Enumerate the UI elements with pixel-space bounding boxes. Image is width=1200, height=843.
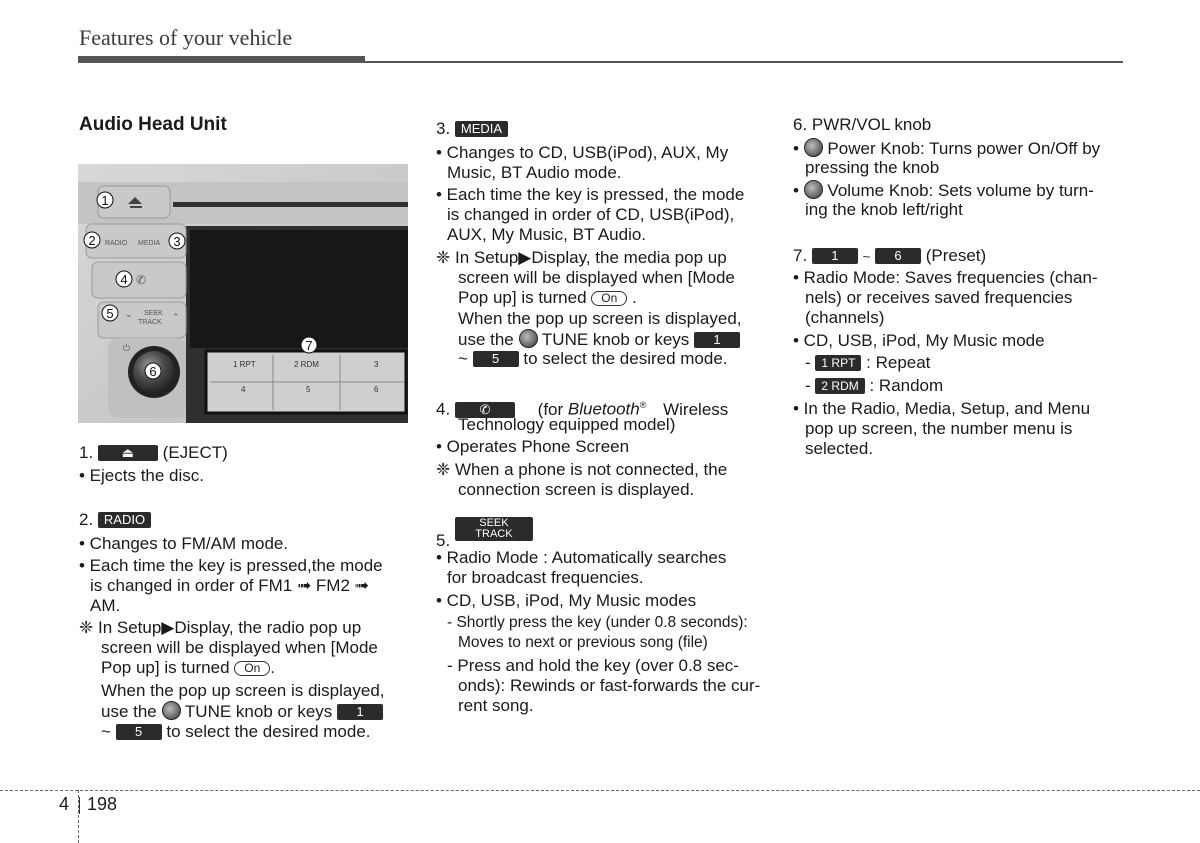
item-7-random: - 2 RDM : Random xyxy=(805,376,944,395)
callout-5: 5 xyxy=(106,306,114,321)
item-2-bullet-1: • Changes to FM/AM mode. xyxy=(79,534,289,553)
item-5-bullet-1b: for broadcast frequencies. xyxy=(447,568,644,587)
item-number: 2. xyxy=(79,510,94,529)
preset-key-1: 1 xyxy=(337,704,383,720)
item-4-note-1a: ❈ When a phone is not connected, the xyxy=(436,460,728,479)
item-5-heading: 5. SEEK TRACK xyxy=(436,517,533,543)
seek-up-chevron-icon: ⌃ xyxy=(172,312,180,322)
item-6-heading: 6. PWR/VOL knob xyxy=(793,115,932,134)
media-button-label: MEDIA xyxy=(138,240,161,247)
item-3-heading: 3. MEDIA xyxy=(436,119,508,139)
preset-key-1: 1 xyxy=(694,332,740,348)
on-pill: On xyxy=(591,291,627,306)
item-5-sub-2c: rent song. xyxy=(458,696,534,715)
item-5-sub-1b: Moves to next or previous song (file) xyxy=(458,634,708,651)
eject-label: (EJECT) xyxy=(162,443,228,462)
item-6-bullet-1a: • Power Knob: Turns power On/Off by xyxy=(793,139,1101,158)
section-title: Audio Head Unit xyxy=(79,114,227,135)
on-pill: On xyxy=(234,661,270,676)
item-2-bullet-2a: • Each time the key is pressed,the mode xyxy=(79,556,383,575)
item-number: 1. xyxy=(79,443,94,462)
item-3-bullet-2c: AUX, My Music, BT Audio. xyxy=(447,225,647,244)
chapter-number: 4 xyxy=(59,794,70,814)
item-7-bullet-2: • CD, USB, iPod, My Music mode xyxy=(793,331,1045,350)
preset-key-5: 5 xyxy=(116,724,162,740)
item-5-bullet-2: • CD, USB, iPod, My Music modes xyxy=(436,591,697,610)
item-2-heading xyxy=(79,510,151,530)
item-2-note-1c: Pop up] is turned On . xyxy=(101,658,276,677)
footer-rule xyxy=(0,790,1200,791)
tune-knob-icon xyxy=(519,329,538,348)
preset-key-6: 6 xyxy=(875,248,921,264)
preset-label-5: 5 xyxy=(306,385,311,394)
item-5-bullet-1a: • Radio Mode : Automatically searches xyxy=(436,548,727,567)
item-7-bullet-3c: selected. xyxy=(805,439,874,458)
item-3-bullet-2b: is changed in order of CD, USB(iPod), xyxy=(447,205,735,224)
callout-2: 2 xyxy=(88,233,96,248)
item-5-sub-2b: onds): Rewinds or fast-forwards the cur- xyxy=(458,676,761,695)
callout-1: 1 xyxy=(101,193,109,208)
item-3-bullet-2a: • Each time the key is pressed, the mode xyxy=(436,185,745,204)
item-3-bullet-1a: • Changes to CD, USB(iPod), AUX, My xyxy=(436,143,729,162)
preset-label-4: 4 xyxy=(241,385,246,394)
item-4-note-1b: connection screen is displayed. xyxy=(458,480,695,499)
radio-button-label: RADIO xyxy=(105,240,128,247)
preset-label-3: 3 xyxy=(374,360,379,369)
radio-key: RADIO xyxy=(98,512,151,528)
item-6-bullet-2b: ing the knob left/right xyxy=(805,200,963,219)
preset-label-6: 6 xyxy=(374,385,379,394)
item-7-bullet-3a: • In the Radio, Media, Setup, and Menu xyxy=(793,399,1091,418)
play-arrow-icon: ▶ xyxy=(161,618,175,637)
item-7-bullet-1a: • Radio Mode: Saves frequencies (chan- xyxy=(793,268,1098,287)
head-unit-illustration xyxy=(78,164,408,423)
item-7-bullet-3b: pop up screen, the number menu is xyxy=(805,419,1073,438)
phone-icon: ✆ xyxy=(136,273,147,287)
item-3-note-2c: ~ 5 to select the desired mode. xyxy=(458,349,728,368)
power-icon: ⏻ xyxy=(123,343,131,353)
tune-knob-icon xyxy=(162,701,181,720)
item-4-heading: 4. ✆ (for Bluetooth® Wireless xyxy=(436,399,729,419)
item-2-bullet-2b: is changed in order of FM1 ➟ FM2 ➟ xyxy=(90,576,369,595)
phone-icon: ✆ xyxy=(479,401,491,417)
seek-down-chevron-icon: ⌄ xyxy=(125,309,133,319)
item-5-sub-1a: - Shortly press the key (under 0.8 seconds): xyxy=(447,614,748,631)
item-7-heading: 7. 1 ~ 6 (Preset) xyxy=(793,246,987,265)
callout-4: 4 xyxy=(120,272,128,287)
item-2-note-1a: ❈ In Setup▶Display, the radio pop up xyxy=(79,618,362,637)
item-2-note-2c: ~ 5 to select the desired mode. xyxy=(101,722,371,741)
item-1-heading xyxy=(79,443,228,463)
power-knob-icon xyxy=(804,138,823,157)
item-7-bullet-1c: (channels) xyxy=(805,308,885,327)
item-4-bullet-1: • Operates Phone Screen xyxy=(436,437,630,456)
item-3-note-1b: screen will be displayed when [Mode xyxy=(458,268,735,287)
item-7-bullet-1b: nels) or receives saved frequencies xyxy=(805,288,1073,307)
volume-knob-icon xyxy=(804,180,823,199)
play-arrow-icon: ▶ xyxy=(518,248,532,267)
preset-key-1: 1 xyxy=(812,248,858,264)
callout-3: 3 xyxy=(173,234,181,249)
page-number-divider xyxy=(79,797,80,814)
track-label: TRACK xyxy=(138,319,162,326)
callout-7: 7 xyxy=(305,338,313,353)
item-2-bullet-2c: AM. xyxy=(90,596,121,615)
preset-key-5: 5 xyxy=(473,351,519,367)
item-6-bullet-1b: pressing the knob xyxy=(805,158,940,177)
item-6-bullet-2a: • Volume Knob: Sets volume by turn- xyxy=(793,181,1094,200)
media-key: MEDIA xyxy=(455,121,508,137)
item-3-note-1a: ❈ In Setup▶Display, the media pop up xyxy=(436,248,727,267)
item-5-sub-2a: - Press and hold the key (over 0.8 sec- xyxy=(447,656,739,675)
header-bar xyxy=(78,56,365,63)
item-1-bullet: • Ejects the disc. xyxy=(79,466,205,485)
page-number: 198 xyxy=(87,794,118,814)
seek-label: SEEK xyxy=(144,310,163,317)
item-3-note-2b: use the TUNE knob or keys 1 xyxy=(458,329,740,350)
rpt-key: 1 RPT xyxy=(815,355,861,371)
item-3-bullet-1b: Music, BT Audio mode. xyxy=(447,163,622,182)
head-unit-photo xyxy=(78,164,408,423)
rdm-key: 2 RDM xyxy=(815,378,864,394)
item-2-note-1b: screen will be displayed when [Mode xyxy=(101,638,378,657)
item-7-repeat: - 1 RPT : Repeat xyxy=(805,353,931,372)
running-header: Features of your vehicle xyxy=(79,25,293,50)
callout-6: 6 xyxy=(149,364,157,379)
preset-label-1: 1 RPT xyxy=(233,360,256,369)
item-3-note-2a: When the pop up screen is displayed, xyxy=(458,309,742,328)
item-4-line-2: Technology equipped model) xyxy=(458,415,676,434)
header-rule xyxy=(365,61,1123,63)
eject-key: ⏏ xyxy=(98,445,158,461)
item-2-note-2a: When the pop up screen is displayed, xyxy=(101,681,385,700)
item-3-note-1c: Pop up] is turned On . xyxy=(458,288,637,307)
preset-label-2: 2 RDM xyxy=(294,360,319,369)
seek-track-key: SEEK TRACK xyxy=(455,517,533,541)
item-2-note-2b: use the TUNE knob or keys 1 xyxy=(101,701,383,722)
